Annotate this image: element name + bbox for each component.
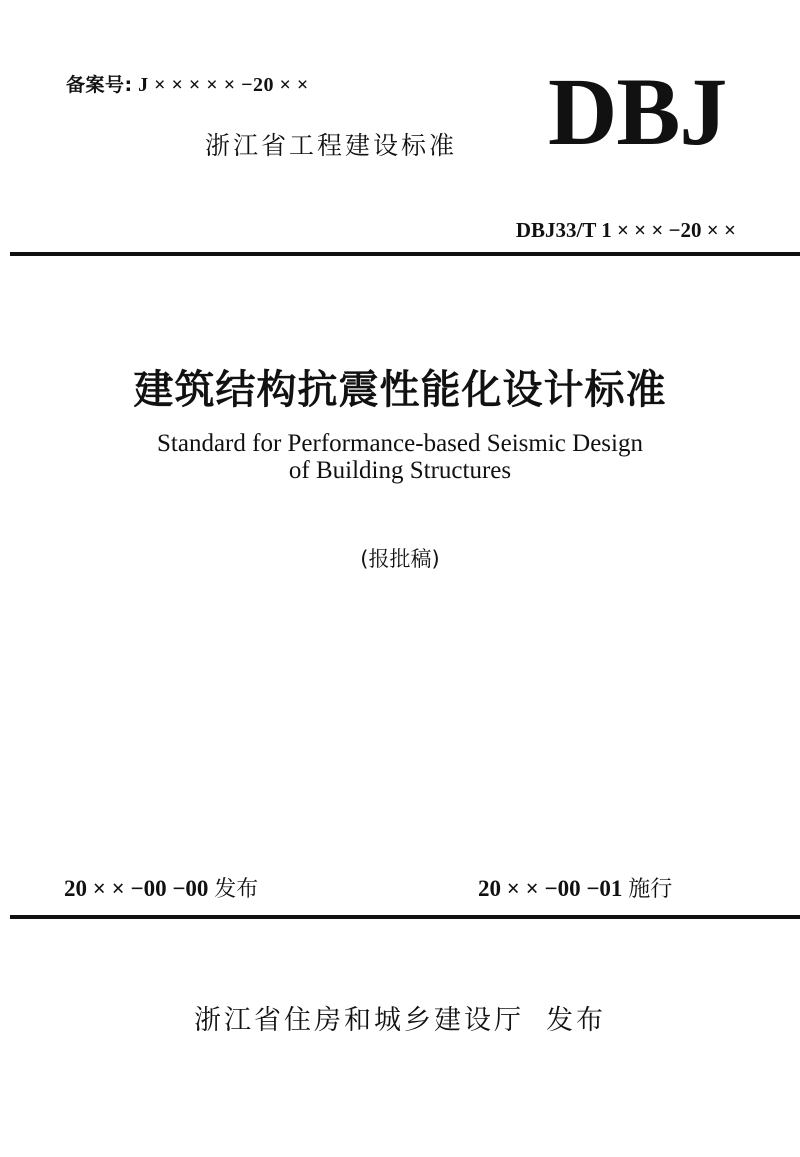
title-chinese: 建筑结构抗震性能化设计标准 [133,366,667,413]
issue-date-value: 20 × × −00 −00 [64,876,209,901]
standard-number: DBJ33/T 1 × × × −20 × × [515,218,736,242]
record-number [66,70,309,97]
publisher [0,998,800,1037]
record-number-label: 备案号: [66,74,133,96]
implementation-date-value: 20 × × −00 −01 [478,876,623,901]
publisher-name: 浙江省住房和城乡建设厅 [194,1005,524,1036]
implementation-date-label: 施行 [628,877,673,902]
title-english-line1: Standard for Performance-based Seismic Design [157,430,643,457]
publish-label: 发布 [546,1005,606,1036]
issue-date-label: 发布 [214,877,259,902]
standard-category: 浙江省工程建设标准 [205,131,458,160]
implementation-date [478,872,672,903]
top-divider [10,252,800,256]
bottom-divider [10,915,800,919]
draft-status: (报批稿) [360,547,440,571]
dbj-logo: DBJ [548,58,727,165]
record-number-value: J × × × × × −20 × × [138,74,309,96]
issue-date [64,872,258,903]
title-english-line2: of Building Structures [288,457,512,484]
